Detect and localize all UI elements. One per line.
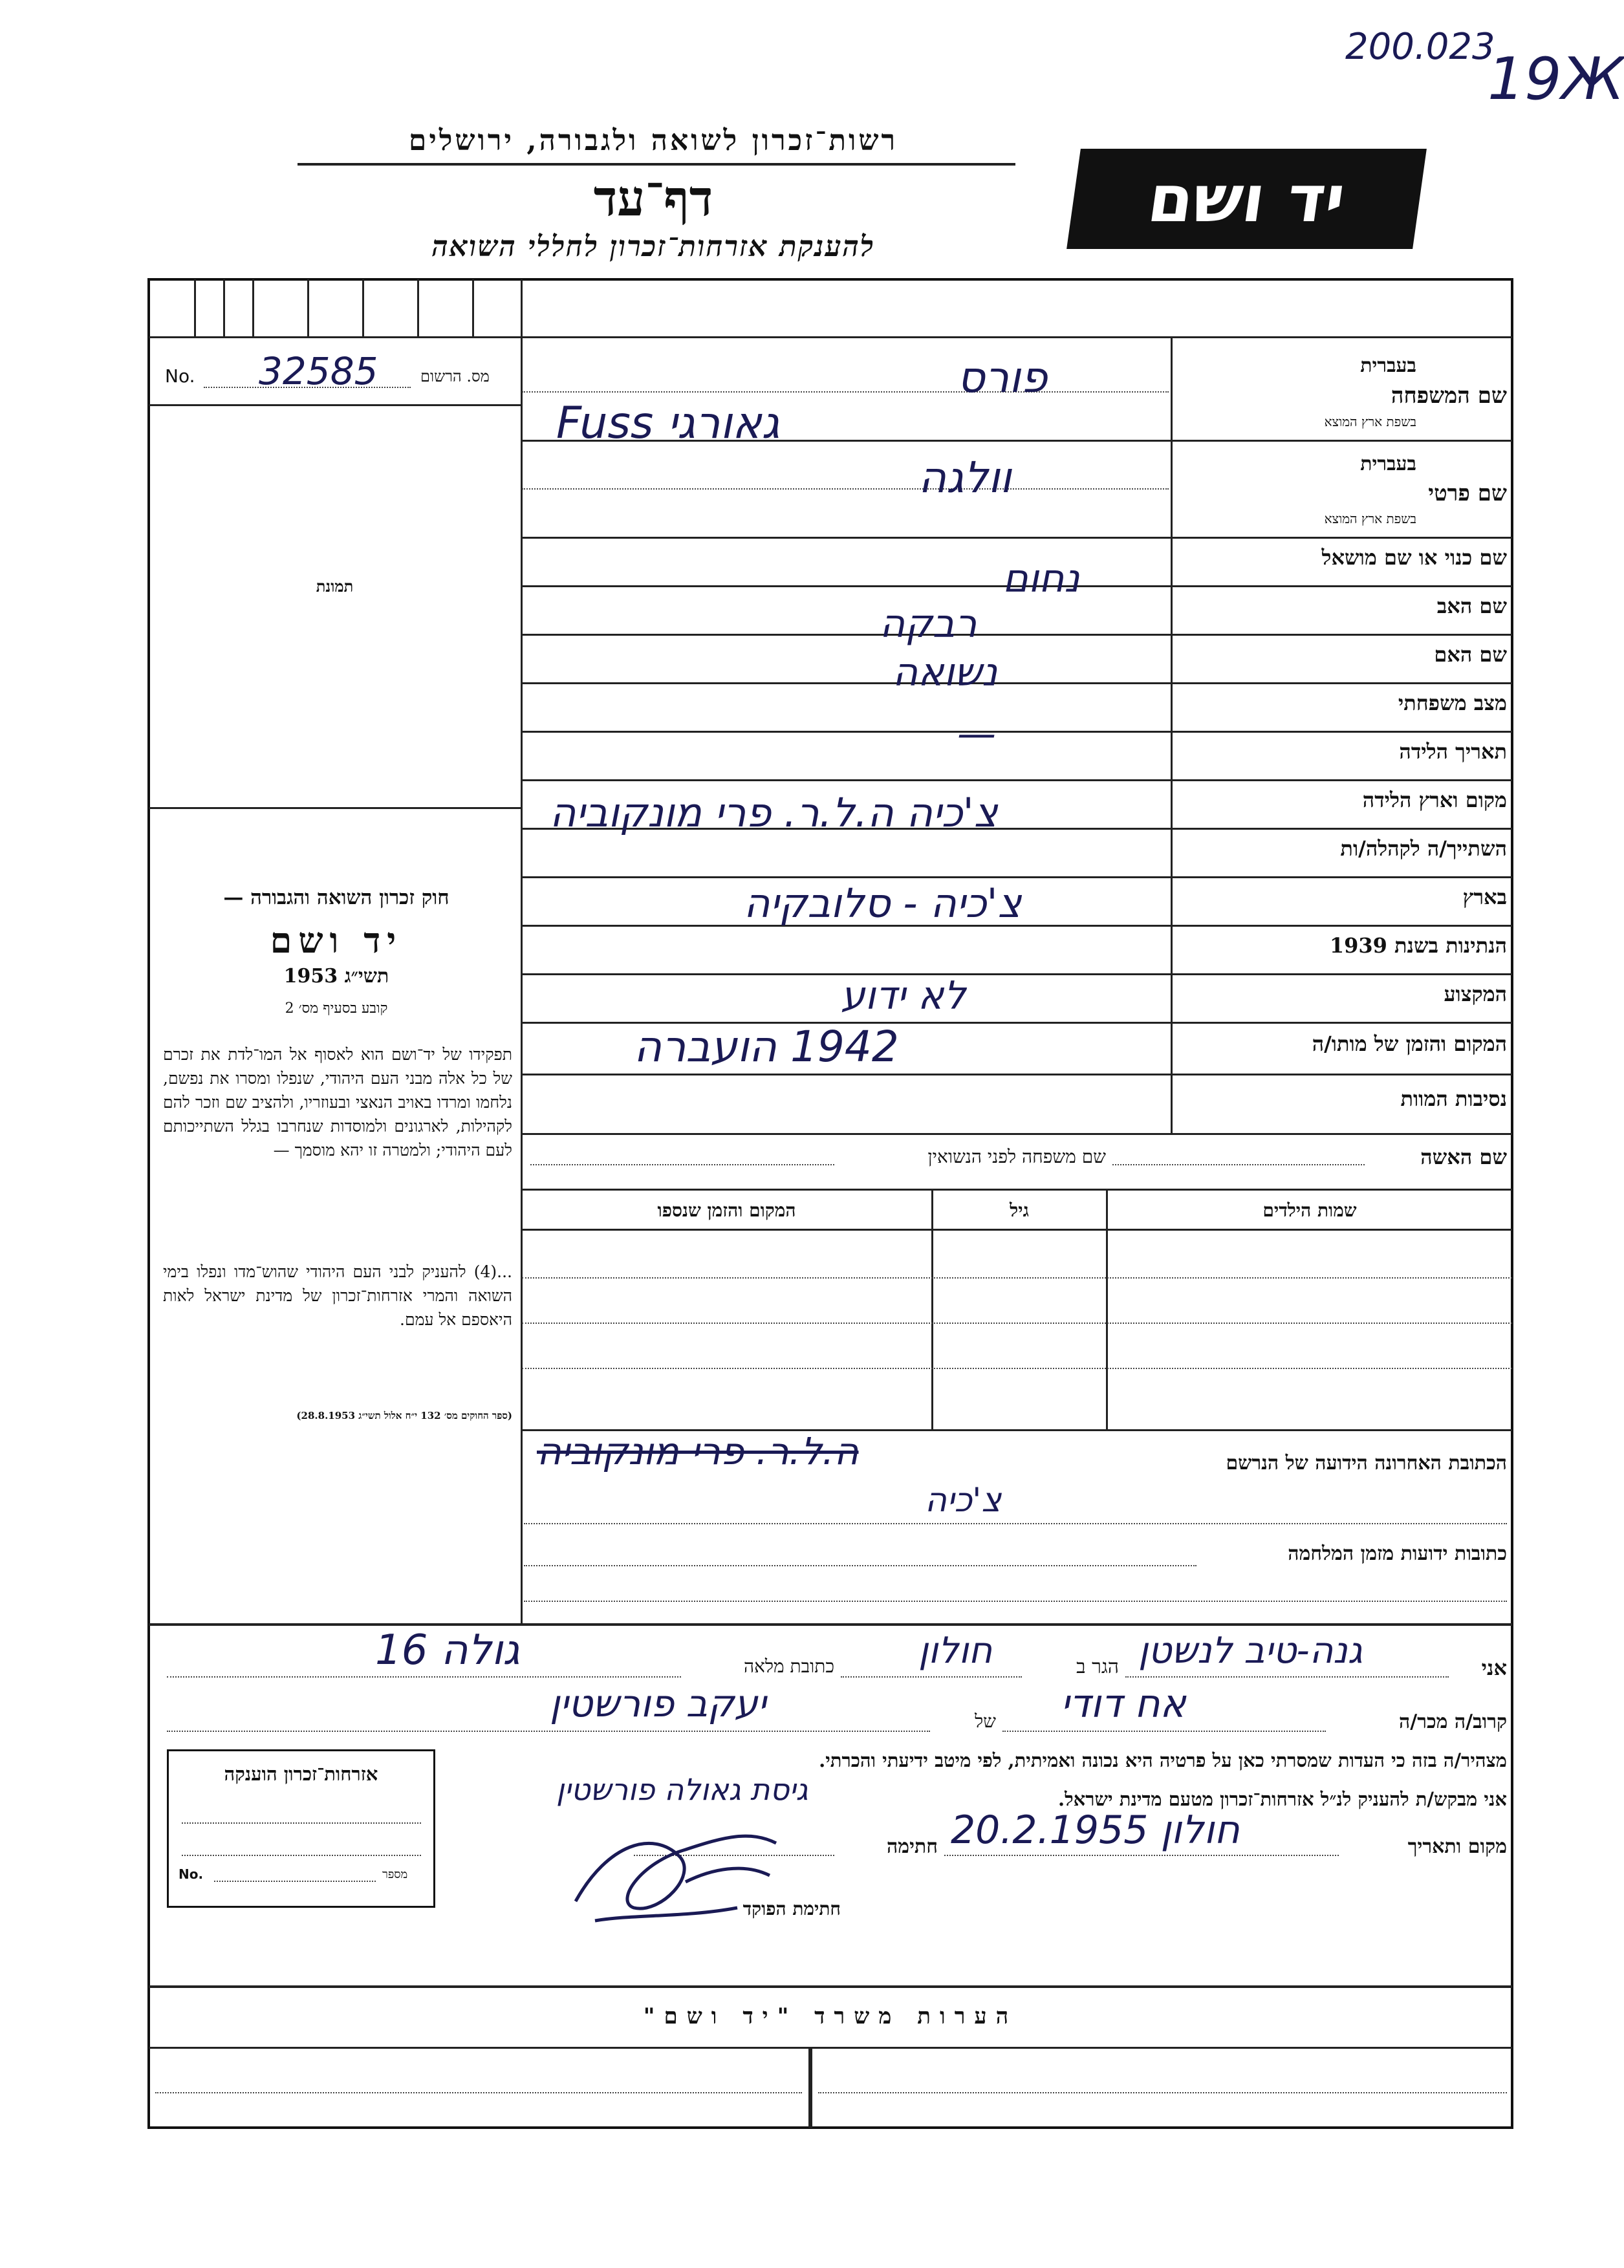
law-clause: קובע בסעיף מס׳ 2 — [285, 1000, 388, 1017]
family-name-label: שם המשפחה — [1391, 383, 1507, 409]
birth-place-value: צ'כיה ה.ל.ר. פרי מונקוביה — [550, 789, 998, 836]
registration-row-border — [149, 404, 522, 406]
request-value: גיסת גאולה פורשטין — [556, 1772, 808, 1807]
law-title: חוק זכרון השואה והגבורה — — [223, 886, 449, 909]
certificate-title: אזרחות־זכרון הוענקה — [224, 1763, 378, 1785]
signature-label: חתימה — [887, 1835, 938, 1858]
declaration-text: מצהיר/ה בזה כי העדות שמסרתי כאן על פרטיה היא נכונה ואמיתית, לפי מיטב ידיעתי והכרתי. — [819, 1749, 1507, 1771]
form-subtitle: להענקת אזרחות־זכרון לחללי השואה — [431, 230, 875, 263]
father-value: נחום — [1002, 556, 1080, 601]
office-notes-top — [149, 1985, 1512, 1988]
resides-line — [841, 1676, 1022, 1678]
resides-value: חולון — [918, 1630, 993, 1672]
death-place-value: 1942 הועברה — [634, 1022, 899, 1072]
citizenship-label: הנתינות בשנת 1939 — [1329, 933, 1507, 958]
left-column-divider — [521, 279, 523, 1625]
photo-label: תמונת — [316, 577, 354, 596]
certificate-line — [182, 1822, 421, 1824]
place-date-value: חולון 20.2.1955 — [951, 1808, 1240, 1853]
declarant-label: אני — [1481, 1656, 1507, 1680]
yad-vashem-logo — [1066, 149, 1427, 249]
family-name-hebrew-value: פורס — [957, 352, 1048, 402]
relative-of-value: יעקב פורשטין — [550, 1681, 766, 1725]
certificate-box — [167, 1749, 435, 1908]
country-label: בארץ — [1462, 885, 1507, 909]
row-line — [522, 634, 1512, 636]
last-address-value-line2: צ'כיה — [925, 1481, 1002, 1520]
relative-label: קרוב/ה מכר/ה — [1399, 1711, 1507, 1733]
form-title: דף־עד — [593, 169, 713, 227]
nickname-label: שם כנוי או שם מושאל — [1321, 545, 1507, 570]
children-row-line — [522, 1368, 1512, 1369]
office-notes-line — [818, 2092, 1507, 2093]
law-name: יד ושם — [270, 920, 403, 961]
law-year: תשי״ג 1953 — [283, 965, 389, 988]
profession-value: לא ידוע — [841, 973, 966, 1019]
wife-name-label: שם האשה — [1420, 1145, 1507, 1169]
mother-label: שם האם — [1434, 642, 1507, 667]
authority-name: רשות־זכרון לשואה ולגבורה, ירושלים — [408, 124, 898, 157]
authority-underline — [298, 163, 1015, 166]
death-place-label: המקום והזמן של מותו/ה — [1312, 1031, 1507, 1056]
row-line — [522, 779, 1512, 781]
profession-label: המקצוע — [1444, 982, 1507, 1006]
children-row-line — [522, 1323, 1512, 1324]
archive-note: 200.023 — [1345, 26, 1495, 68]
cell-divider — [362, 279, 364, 336]
children-names-header: שמות הילדים — [1262, 1200, 1357, 1221]
top-row-border — [149, 336, 1512, 338]
law-paragraph-1: תפקידו של יד־ושם הוא לאסוף אל המו־לדת את זכרם של כל אלה מבני העם היהודי, שנפלו ומסרו את נפשם, נלחמו ומרדו באויב הנאצי ובעוזריו, ולהציב שם וזכר להם לקהילות, לארגונים ולמוסדות שנחרבו בגלל השתייכותם לעם היהודי; ולמטרה זו יהא מוסמך — — [163, 1045, 512, 1160]
certificate-line — [182, 1855, 421, 1856]
resides-label: הגר ב — [1076, 1656, 1119, 1678]
maiden-name-line — [530, 1164, 834, 1165]
children-col-divider — [1106, 1190, 1108, 1429]
cell-divider — [194, 279, 196, 336]
cell-divider — [223, 279, 225, 336]
last-address-label: הכתובת האחרונה הידועה של הנרשם — [1226, 1452, 1507, 1474]
cell-divider — [472, 279, 474, 336]
cell-divider — [417, 279, 419, 336]
row-subline — [522, 488, 1169, 490]
relative-of-line — [167, 1731, 930, 1732]
children-place-header: המקום והזמן שנספו — [657, 1200, 796, 1221]
father-label: שם האב — [1436, 594, 1507, 618]
law-paragraph-2: ...(4) להעניק לבני העם היהודי שהוש־מדו ונפלו בימי השואה והמרי אזרחות־זכרון של מדינת ישראל לאות היאספם אל עמם. — [163, 1262, 512, 1329]
first-name-label: שם פרטי — [1428, 481, 1507, 506]
request-text: אני מבקש/ת להעניק לנ״ל אזרחות־זכרון מטעם מדינת ישראל. — [1058, 1788, 1507, 1810]
first-name-value: וולגה — [918, 453, 1012, 502]
family-name-country-label: בשפת ארץ המוצא — [1324, 414, 1416, 429]
place-date-line — [944, 1855, 1339, 1856]
official-signature-label: חתימת הפוקד — [742, 1898, 841, 1919]
relative-of-label: של — [975, 1711, 996, 1732]
death-circumstances-label: נסיבות המוות — [1400, 1086, 1507, 1111]
row-line — [522, 537, 1512, 539]
law-citation: (ספר החוקים מס׳ 132 י״ח אלול תשי״ג 28.8.1953) — [296, 1410, 512, 1421]
children-age-header: גיל — [1010, 1200, 1029, 1221]
family-name-foreign-value: Fuss גאורגי — [556, 398, 780, 449]
label-column-divider — [1171, 338, 1173, 1133]
marital-status-label: מצב משפחתי — [1398, 691, 1507, 715]
spouse-row-border — [522, 1189, 1512, 1191]
row-line — [522, 731, 1512, 733]
office-notes-label: הערות משרד "יד ושם" — [643, 2003, 1018, 2029]
last-address-value: ה.ל.ר. פרי מונקוביה — [537, 1429, 859, 1473]
archive-note-secondary: 19Ж — [1488, 45, 1624, 113]
office-notes-line — [155, 2092, 802, 2093]
relative-value: אח דודי — [1061, 1681, 1186, 1727]
relative-line — [1002, 1731, 1326, 1732]
marital-status-value: נשואה — [893, 650, 998, 695]
address-line — [524, 1601, 1507, 1602]
declarant-value: גנה-טיב לנשטן — [1138, 1630, 1363, 1672]
row-line — [522, 876, 1512, 878]
office-notes-divider — [808, 2047, 812, 2128]
address-line — [524, 1523, 1507, 1524]
registration-label-en: No. — [165, 365, 195, 387]
cell-divider — [252, 279, 254, 336]
community-label: השתייך/ה לקהלה/ות — [1340, 836, 1507, 861]
registration-label-he: מס. הרשום — [420, 367, 490, 385]
first-name-country-label: בשפת ארץ המוצא — [1324, 511, 1416, 526]
first-name-hebrew-label: בעברית — [1360, 453, 1416, 475]
country-value: צ'כיה - סלובקיה — [744, 880, 1022, 927]
birth-date-value: — — [957, 711, 996, 757]
maiden-name-label: שם משפחה לפני הנשואין — [927, 1146, 1106, 1167]
wartime-address-label: כתובות ידועות מזמן המלחמה — [1288, 1542, 1507, 1565]
certificate-number-label-en: No. — [179, 1866, 204, 1882]
birth-place-label: מקום וארץ הלידה — [1362, 788, 1507, 812]
registration-number: 32585 — [259, 349, 378, 393]
children-header-border — [522, 1229, 1512, 1231]
row-line — [522, 1074, 1512, 1075]
office-notes-border — [149, 2047, 1512, 2049]
children-col-divider — [931, 1190, 933, 1429]
cell-divider — [307, 279, 309, 336]
full-address-line — [167, 1676, 681, 1678]
certificate-number-line — [214, 1881, 376, 1882]
birth-date-label: תאריך הלידה — [1399, 739, 1507, 764]
address-section-bottom — [149, 1623, 1512, 1626]
place-date-label: מקום ותאריך — [1407, 1835, 1507, 1858]
row-line — [522, 973, 1512, 975]
mother-value: רבקה — [880, 601, 977, 647]
children-row-line — [522, 1277, 1512, 1279]
row-line — [522, 682, 1512, 684]
full-address-value: גולה 16 — [375, 1626, 520, 1674]
logo-text: יד ושם — [1143, 161, 1350, 237]
row-line — [522, 1133, 1512, 1135]
family-name-hebrew-label: בעברית — [1360, 354, 1416, 377]
wife-name-line — [1112, 1164, 1365, 1165]
row-subline — [522, 391, 1169, 393]
photo-box-bottom — [149, 807, 522, 809]
full-address-label: כתובת מלאה — [744, 1656, 834, 1677]
declarant-line — [1125, 1676, 1449, 1678]
certificate-number-label-he: מספר — [382, 1868, 408, 1881]
address-line — [524, 1565, 1196, 1566]
